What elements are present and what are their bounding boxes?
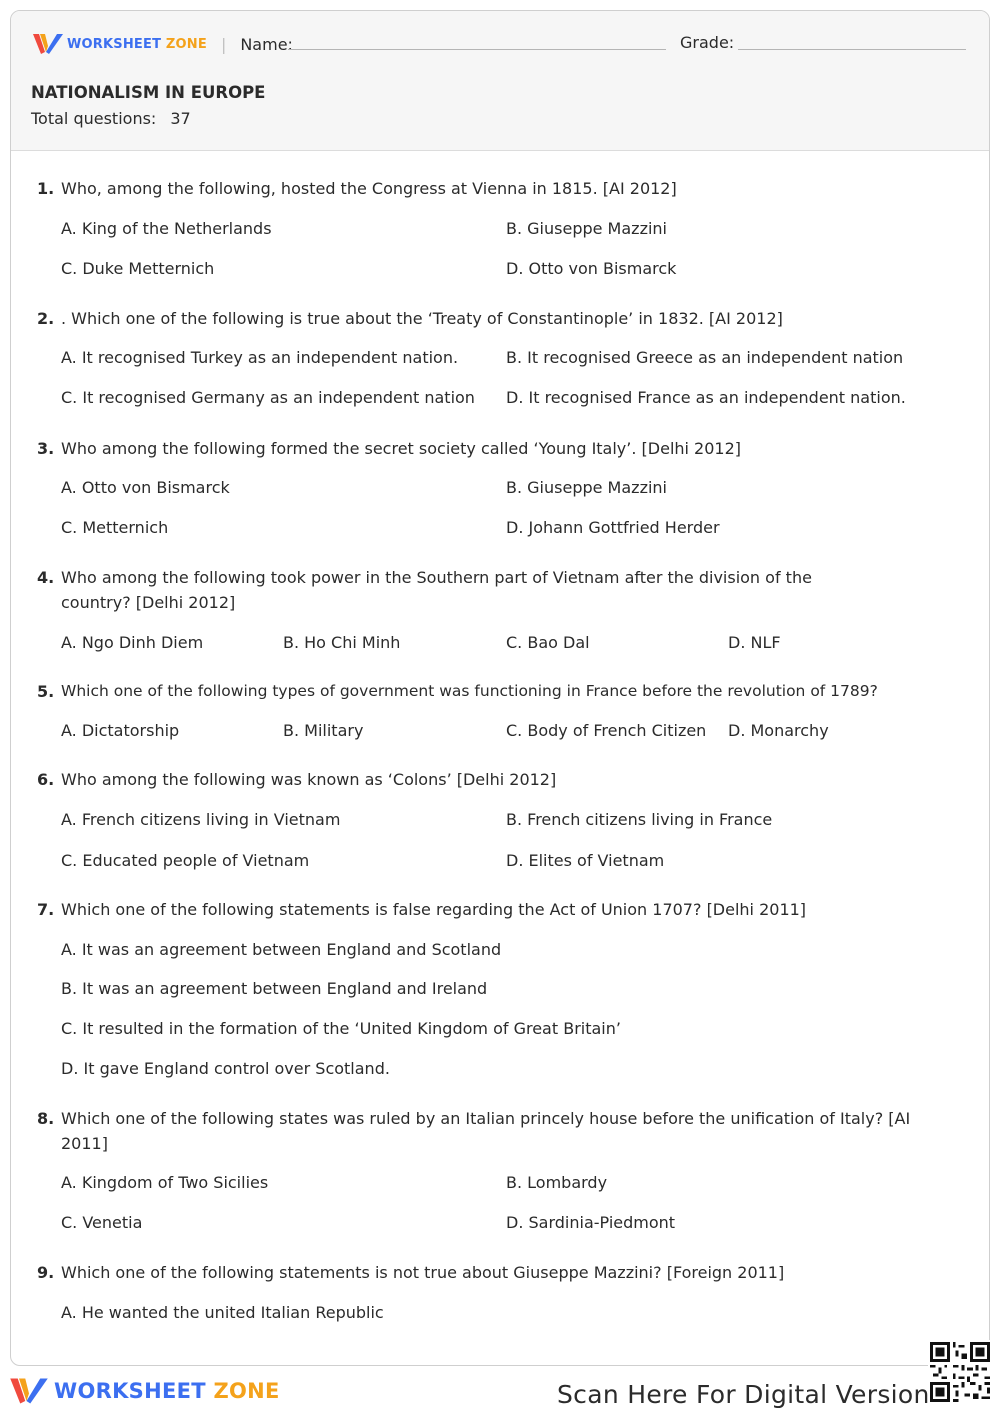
answer-option[interactable]: B. Military: [283, 721, 364, 740]
question-text: Who among the following was known as ‘Colons’ [Delhi 2012]: [61, 770, 557, 789]
answer-option[interactable]: D. Monarchy: [728, 721, 829, 740]
answer-option[interactable]: C. Bao Dal: [506, 633, 590, 652]
name-label: Name:: [240, 34, 293, 54]
question-title: [37, 1106, 942, 1156]
answer-option[interactable]: D. Otto von Bismarck: [506, 259, 677, 278]
question-number: 8.: [37, 1109, 55, 1128]
question-text: Who among the following took power in the Southern part of Vietnam after the division of the country? [Delhi 2012]: [61, 568, 812, 612]
question-text: Which one of the following statements is not true about Giuseppe Mazzini? [Foreign 2011]: [61, 1263, 785, 1282]
answer-option[interactable]: A. Ngo Dinh Diem: [61, 633, 204, 652]
question-number: 9.: [37, 1263, 55, 1282]
question-text: Which one of the following states was ruled by an Italian princely house before the unification of Italy? [AI 2011]: [61, 1109, 911, 1153]
answer-option[interactable]: D. Sardinia-Piedmont: [506, 1213, 676, 1232]
question-title: [37, 897, 917, 922]
answer-option[interactable]: D. Elites of Vietnam: [506, 851, 665, 870]
answer-option[interactable]: C. Metternich: [61, 518, 169, 537]
question-title: [37, 176, 917, 201]
answer-option[interactable]: B. French citizens living in France: [506, 810, 773, 829]
question-text: Who, among the following, hosted the Congress at Vienna in 1815. [AI 2012]: [61, 179, 677, 198]
question-title: [37, 436, 917, 461]
question-list: [11, 11, 989, 1365]
question-title: [37, 767, 917, 792]
answer-option[interactable]: C. It resulted in the formation of the ‘United Kingdom of Great Britain’: [61, 1019, 621, 1038]
answer-option[interactable]: A. French citizens living in Vietnam: [61, 810, 341, 829]
answer-option[interactable]: D. NLF: [728, 633, 781, 652]
answer-option[interactable]: D. Johann Gottfried Herder: [506, 518, 720, 537]
answer-option[interactable]: A. Dictatorship: [61, 721, 180, 740]
page-footer: [0, 1366, 1000, 1414]
answer-option[interactable]: A. It was an agreement between England and Scotland: [61, 940, 502, 959]
question-title: [37, 306, 917, 331]
brand-name: WORKSHEET ZONE: [67, 36, 207, 52]
answer-option[interactable]: C. Educated people of Vietnam: [61, 851, 310, 870]
worksheet-zone-logo-icon: [10, 1376, 48, 1406]
answer-option[interactable]: B. Lombardy: [506, 1173, 608, 1192]
answer-option[interactable]: A. It recognised Turkey as an independent nation.: [61, 348, 459, 367]
question-text: . Which one of the following is true about the ‘Treaty of Constantinople’ in 1832. [AI 2012]: [61, 309, 783, 328]
question-number: 7.: [37, 900, 55, 919]
qr-code-icon[interactable]: [928, 1340, 992, 1404]
answer-option[interactable]: A. He wanted the united Italian Republic: [61, 1303, 384, 1322]
answer-option[interactable]: D. It recognised France as an independent nation.: [506, 388, 906, 407]
answer-option[interactable]: B. It was an agreement between England and Ireland: [61, 979, 488, 998]
question-number: 3.: [37, 439, 55, 458]
answer-option[interactable]: C. Venetia: [61, 1213, 143, 1232]
answer-option[interactable]: B. Giuseppe Mazzini: [506, 219, 667, 238]
question-number: 2.: [37, 309, 55, 328]
answer-option[interactable]: C. Duke Metternich: [61, 259, 215, 278]
answer-option[interactable]: B. It recognised Greece as an independent nation: [506, 348, 904, 367]
question-title: [37, 565, 837, 615]
question-number: 6.: [37, 770, 55, 789]
answer-option[interactable]: C. It recognised Germany as an independent nation: [61, 388, 475, 407]
total-value: 37: [170, 109, 191, 128]
footer-brand-name: WORKSHEET ZONE: [54, 1379, 280, 1403]
answer-option[interactable]: B. Giuseppe Mazzini: [506, 478, 667, 497]
question-text: Which one of the following statements is false regarding the Act of Union 1707? [Delhi 2011]: [61, 900, 807, 919]
answer-option[interactable]: C. Body of French Citizen: [506, 721, 707, 740]
worksheet-title: NATIONALISM IN EUROPE: [31, 83, 266, 102]
answer-option[interactable]: B. Ho Chi Minh: [283, 633, 401, 652]
total-label: Total questions:: [31, 109, 157, 128]
question-title: [37, 1260, 917, 1285]
worksheet-card: [10, 10, 990, 1366]
answer-option[interactable]: D. It gave England control over Scotland.: [61, 1059, 390, 1078]
question-number: 5.: [37, 682, 55, 701]
scan-caption: Scan Here For Digital Version: [557, 1380, 930, 1409]
grade-label: Grade:: [680, 33, 735, 52]
question-title: [37, 679, 967, 704]
answer-option[interactable]: A. Kingdom of Two Sicilies: [61, 1173, 269, 1192]
question-text: Which one of the following types of government was functioning in France before the revolution of 1789?: [61, 682, 878, 700]
question-number: 4.: [37, 568, 55, 587]
question-number: 1.: [37, 179, 55, 198]
question-text: Who among the following formed the secret society called ‘Young Italy’. [Delhi 2012]: [61, 439, 742, 458]
answer-option[interactable]: A. King of the Netherlands: [61, 219, 272, 238]
divider: |: [220, 34, 227, 54]
answer-option[interactable]: A. Otto von Bismarck: [61, 478, 230, 497]
footer-logo: [10, 1376, 280, 1406]
